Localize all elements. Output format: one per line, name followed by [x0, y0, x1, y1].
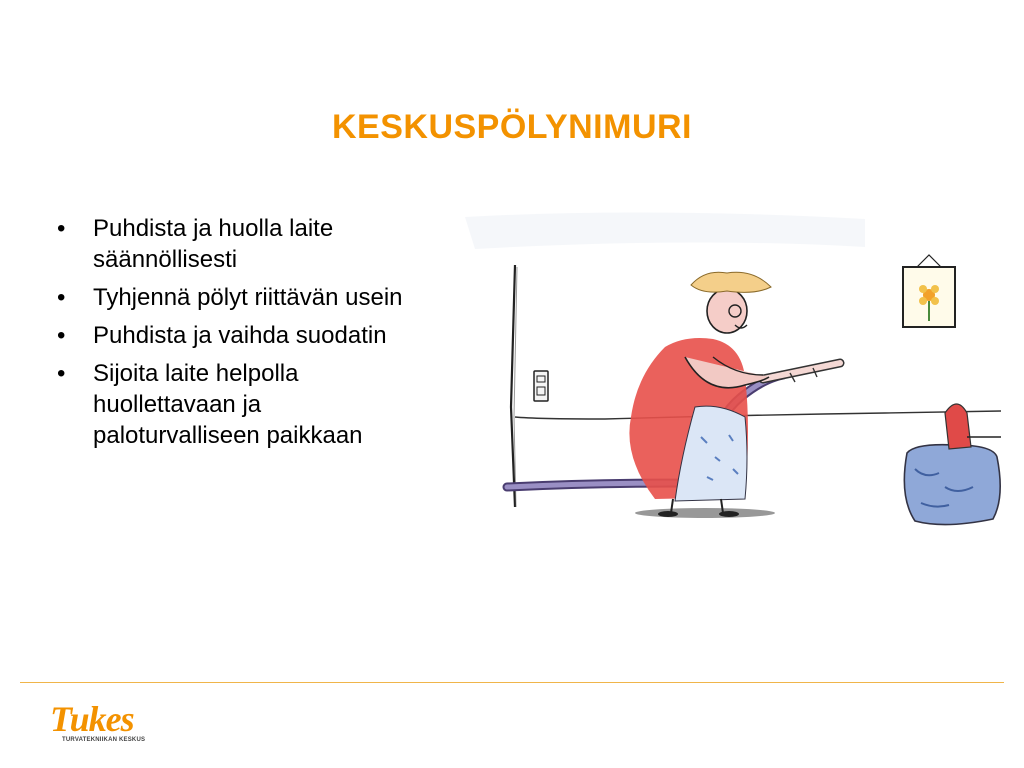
logo-subtitle: TURVATEKNIIKAN KESKUS: [62, 737, 146, 743]
laundry-bag: [904, 445, 1000, 525]
tukes-logo: [50, 700, 160, 748]
bullet-item: [52, 320, 432, 351]
bullet-marker: •: [57, 284, 66, 311]
bullet-marker: •: [57, 360, 66, 387]
bullet-list: [52, 213, 432, 458]
cartoon-illustration: [445, 207, 1005, 547]
bullet-text: Tyhjennä pölyt riittävän usein: [93, 284, 403, 311]
logo-wordmark: Tukes: [50, 699, 134, 739]
bullet-item: [52, 282, 432, 313]
bullet-marker: •: [57, 322, 66, 349]
bullet-item: [52, 358, 432, 451]
bullet-marker: •: [57, 215, 66, 242]
floor-shadow: [635, 508, 775, 518]
slide-title: KESKUSPÖLYNIMURI: [331, 108, 693, 146]
bullet-text: Puhdista ja huolla laite säännöllisesti: [93, 215, 334, 273]
footer-divider: [20, 682, 1004, 683]
bullet-item: [52, 213, 432, 275]
bullet-text: Sijoita laite helpolla huollettavaan ja paloturvalliseen paikkaan: [93, 360, 363, 449]
bullet-text: Puhdista ja vaihda suodatin: [93, 322, 387, 349]
